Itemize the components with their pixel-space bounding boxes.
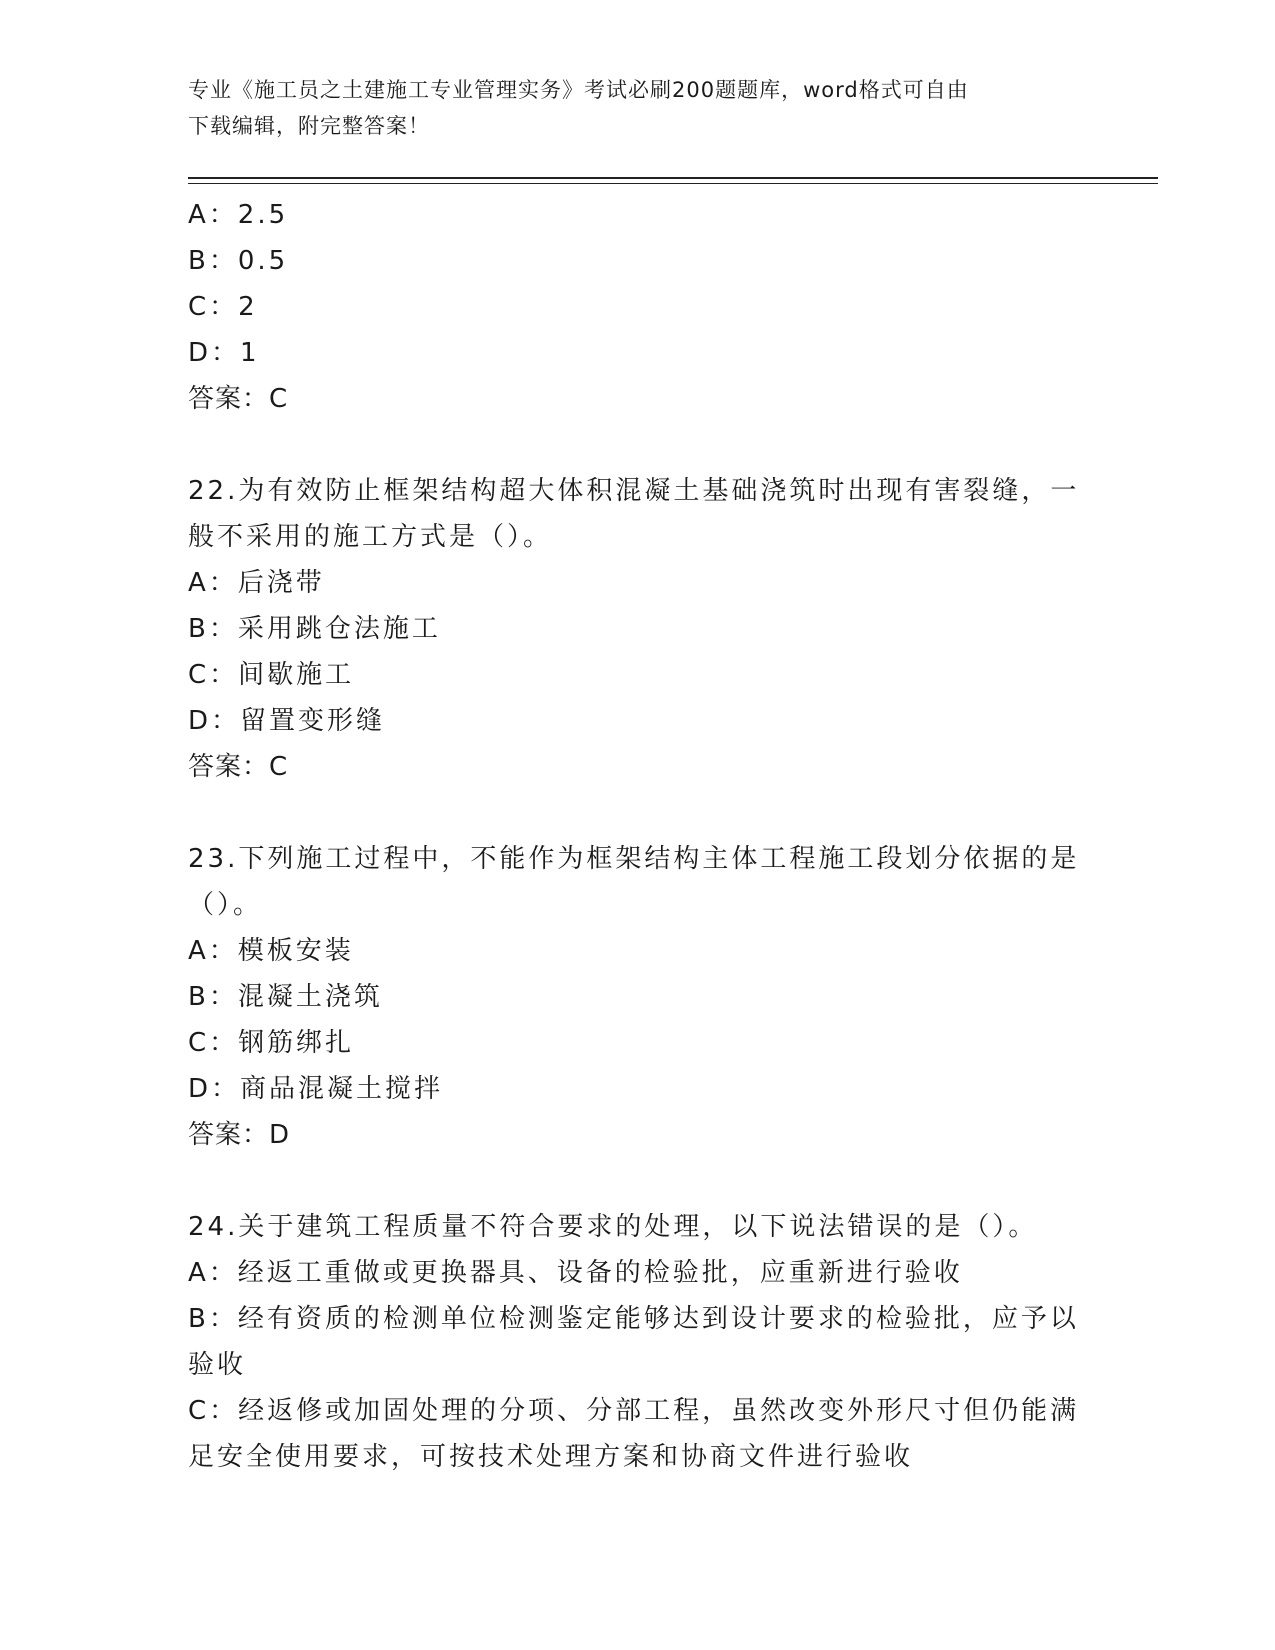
- header-divider-thin: [188, 183, 1158, 184]
- question-text-line-2: （）。: [188, 890, 263, 920]
- question-text-line-1: 23.下列施工过程中，不能作为框架结构主体工程施工段划分依据的是: [188, 844, 1080, 874]
- answer: 答案：C: [188, 384, 289, 414]
- option-a: A：模板安装: [188, 936, 354, 966]
- question-21-continued: [188, 192, 1088, 422]
- option-b: B：混凝土浇筑: [188, 982, 383, 1012]
- option-c: C：间歇施工: [188, 660, 355, 690]
- spacer: [188, 790, 1088, 836]
- option-b-continued: 验收: [188, 1350, 247, 1380]
- option-c: C：钢筋绑扎: [188, 1028, 355, 1058]
- question-24: [188, 1204, 1088, 1480]
- option-b: B：0.5: [188, 246, 289, 276]
- answer: 答案：C: [188, 752, 289, 782]
- question-text-line-1: 24.关于建筑工程质量不符合要求的处理，以下说法错误的是（）。: [188, 1212, 1038, 1242]
- option-c-continued: 足安全使用要求，可按技术处理方案和协商文件进行验收: [188, 1442, 914, 1472]
- question-text-line-1: 22.为有效防止框架结构超大体积混凝土基础浇筑时出现有害裂缝，一: [188, 476, 1080, 506]
- question-23: [188, 836, 1088, 1158]
- spacer: [188, 422, 1088, 468]
- option-a: A：经返工重做或更换器具、设备的检验批，应重新进行验收: [188, 1258, 963, 1288]
- header-line-1: 专业《施工员之土建施工专业管理实务》考试必刷200题题库，word格式可自由: [188, 78, 969, 102]
- option-d: D：留置变形缝: [188, 706, 386, 736]
- answer: 答案：D: [188, 1120, 291, 1150]
- option-b: B：经有资质的检测单位检测鉴定能够达到设计要求的检验批，应予以: [188, 1304, 1079, 1334]
- option-c: C：2: [188, 292, 258, 322]
- option-d: D：1: [188, 338, 260, 368]
- option-a: A：后浇带: [188, 568, 325, 598]
- question-content: [188, 192, 1088, 1480]
- document-header: [188, 72, 1088, 144]
- option-b: B：采用跳仓法施工: [188, 614, 441, 644]
- header-divider-thick: [188, 177, 1158, 179]
- question-22: [188, 468, 1088, 790]
- spacer: [188, 1158, 1088, 1204]
- option-d: D：商品混凝土搅拌: [188, 1074, 444, 1104]
- option-c: C：经返修或加固处理的分项、分部工程，虽然改变外形尺寸但仍能满: [188, 1396, 1080, 1426]
- option-a: A：2.5: [188, 200, 289, 230]
- header-line-2: 下载编辑，附完整答案！: [188, 114, 430, 138]
- question-text-line-2: 般不采用的施工方式是（）。: [188, 522, 553, 552]
